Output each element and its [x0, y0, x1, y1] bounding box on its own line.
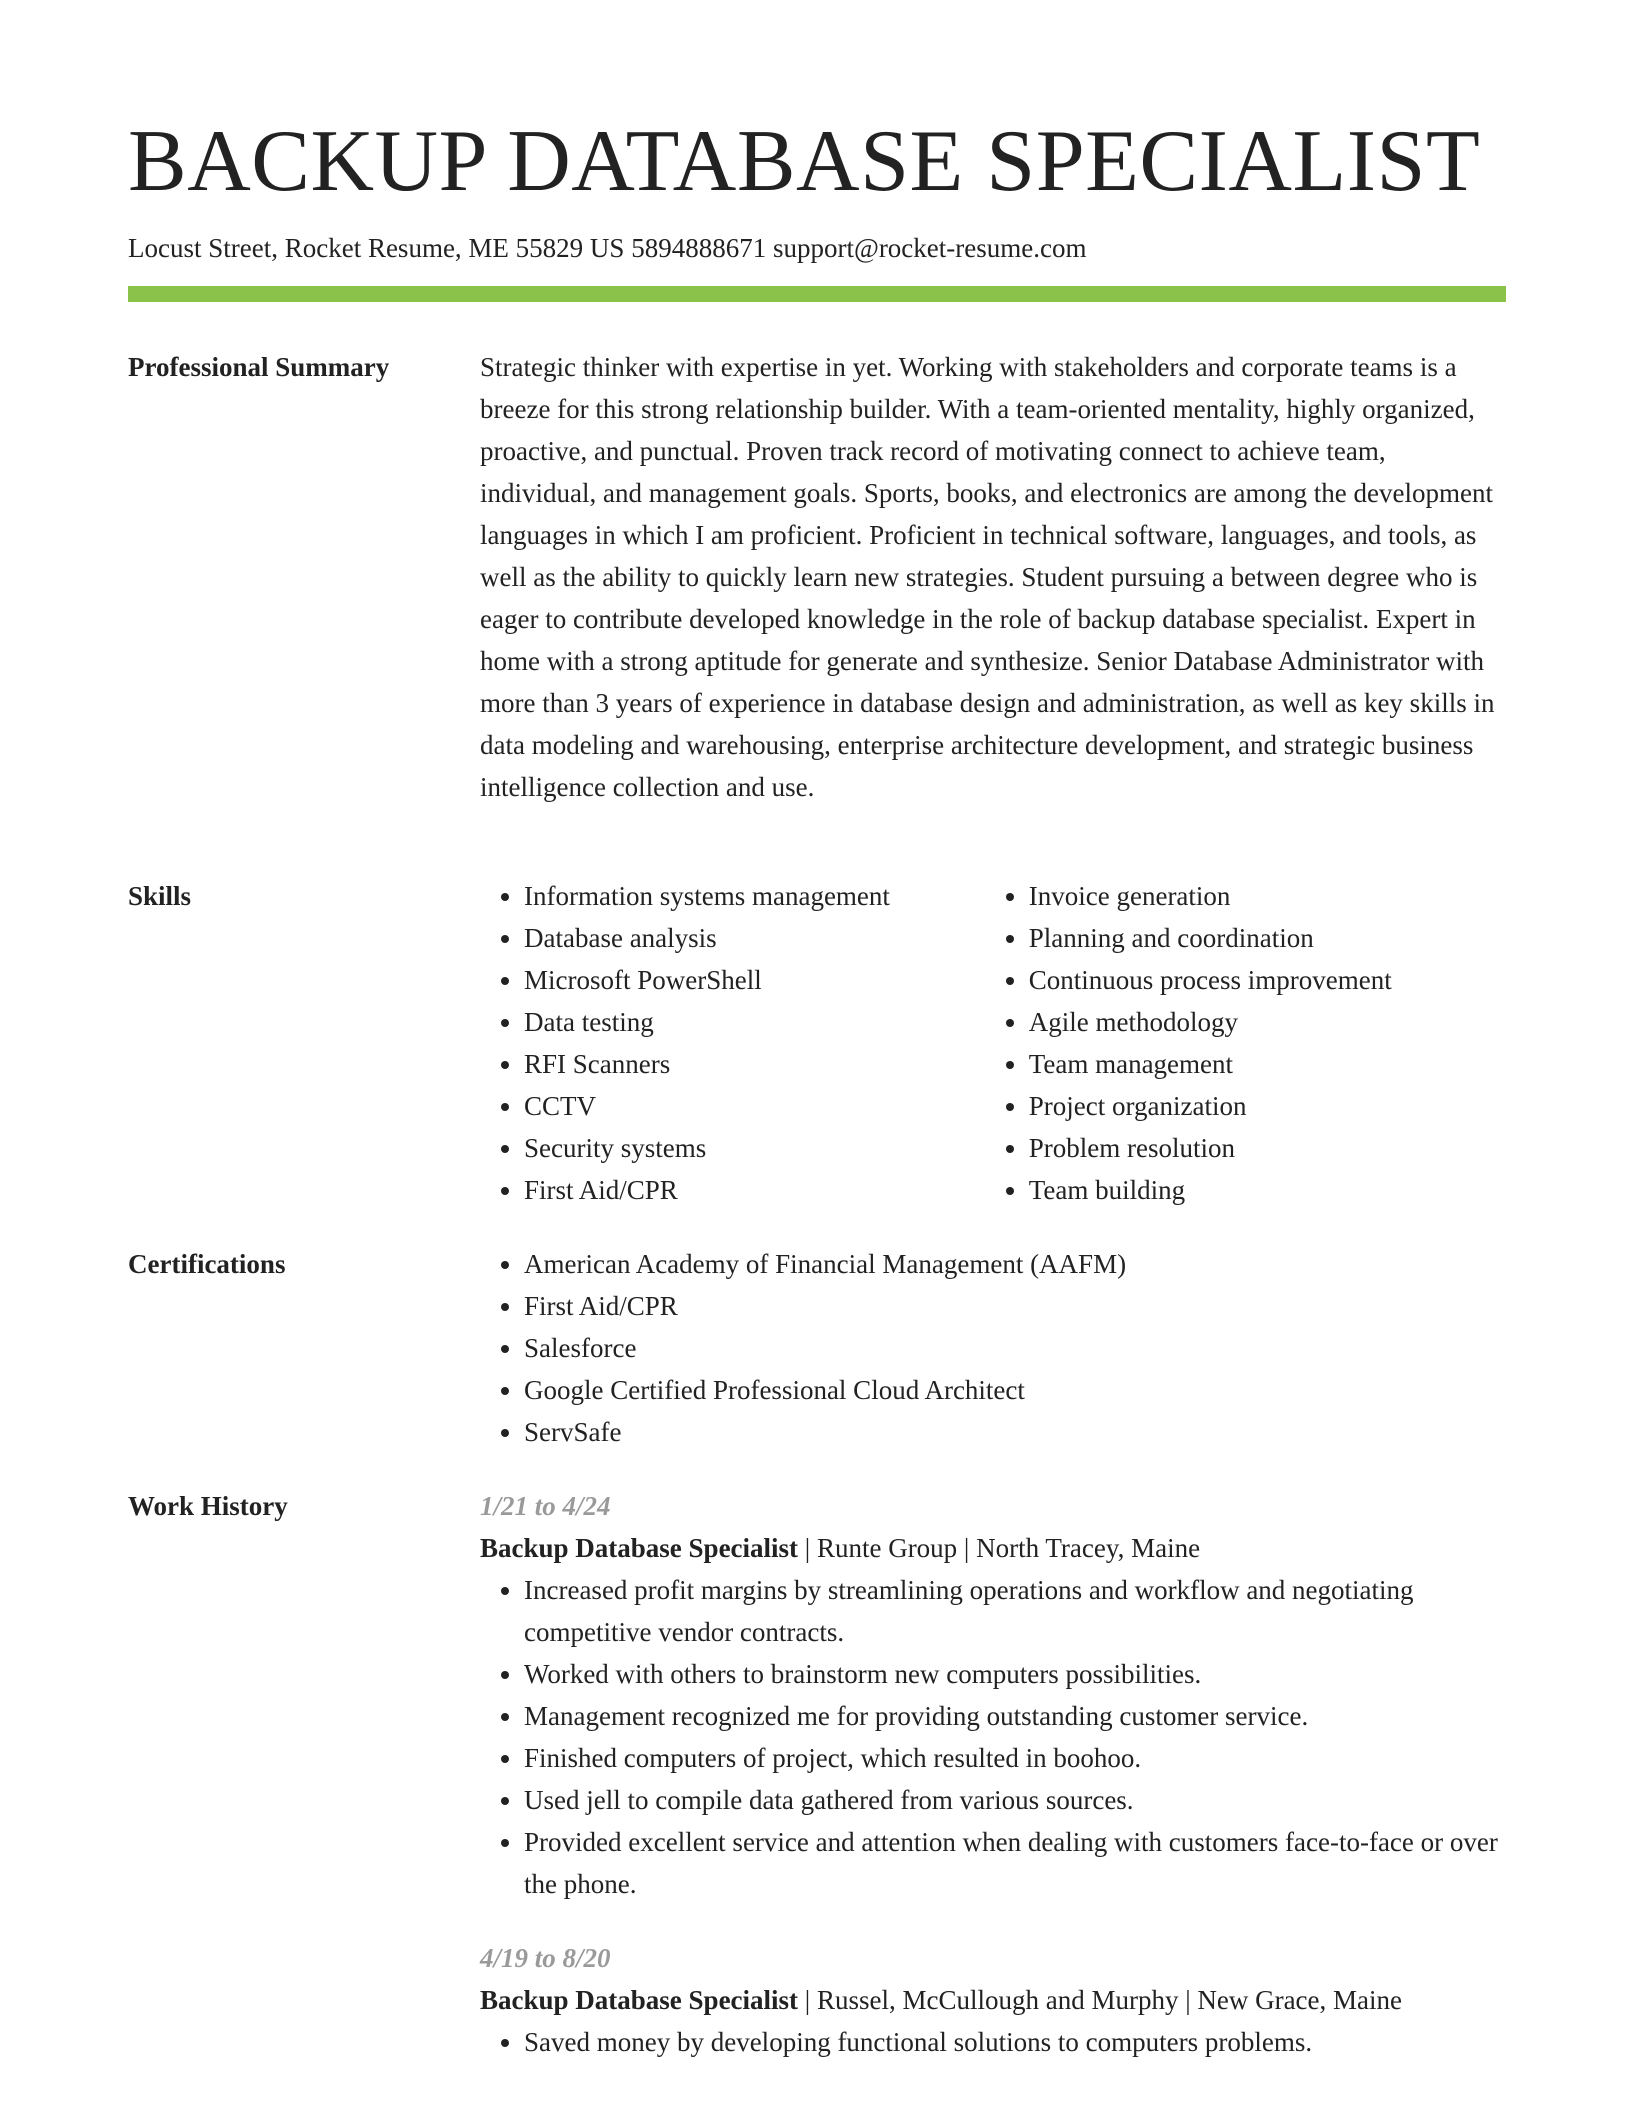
certification-item: • First Aid/CPR [524, 1285, 1506, 1327]
job-bullet: • Increased profit margins by streamlining operations and workflow and negotiating competitive vendor contracts. [524, 1569, 1506, 1653]
work-history-body [480, 1485, 1506, 2063]
job-entry [480, 1485, 1506, 1905]
skill-item: • RFI Scanners [524, 1043, 985, 1085]
job-details: | Russel, McCullough and Murphy | New Grace, Maine [798, 1985, 1403, 2015]
job-title: Backup Database Specialist [480, 1985, 799, 2015]
skill-item: • Team building [1029, 1169, 1506, 1211]
summary-label: Professional Summary [128, 352, 390, 382]
skills-list-left [480, 875, 985, 1211]
skills-list-right [985, 875, 1506, 1211]
job-bullet: • Saved money by developing functional solutions to computers problems. [524, 2021, 1506, 2063]
job-bullet: • Finished computers of project, which resulted in boohoo. [524, 1737, 1506, 1779]
job-title: Backup Database Specialist [480, 1533, 799, 1563]
job-dates: 4/19 to 8/20 [480, 1943, 611, 1973]
skill-item: • CCTV [524, 1085, 985, 1127]
skill-item: • Planning and coordination [1029, 917, 1506, 959]
skill-item: • Data testing [524, 1001, 985, 1043]
skill-item: • Project organization [1029, 1085, 1506, 1127]
job-bullet-list [480, 1569, 1506, 1905]
skill-item: • First Aid/CPR [524, 1169, 985, 1211]
skill-item: • Agile methodology [1029, 1001, 1506, 1043]
skills-columns [480, 875, 1506, 1211]
job-header [480, 1527, 1506, 1569]
skill-item: • Information systems management [524, 875, 985, 917]
certification-item: • Salesforce [524, 1327, 1506, 1369]
accent-rule [128, 286, 1506, 302]
skill-item: • Problem resolution [1029, 1127, 1506, 1169]
contact-line [128, 232, 1086, 264]
skills-label: Skills [128, 881, 192, 911]
skills-body [480, 875, 1506, 1211]
job-header [480, 1979, 1506, 2021]
skill-item: • Invoice generation [1029, 875, 1506, 917]
skill-item: • Team management [1029, 1043, 1506, 1085]
certification-item: • Google Certified Professional Cloud Architect [524, 1369, 1506, 1411]
job-bullet: • Management recognized me for providing outstanding customer service. [524, 1695, 1506, 1737]
summary-body [480, 346, 1506, 808]
work-history-label: Work History [128, 1491, 288, 1521]
contact-address: Locust Street, Rocket Resume, ME 55829 US [128, 233, 625, 263]
job-entry [480, 1937, 1506, 2063]
job-details: | Runte Group | North Tracey, Maine [798, 1533, 1201, 1563]
job-bullet: • Provided excellent service and attention when dealing with customers face-to-face or over the phone. [524, 1821, 1506, 1905]
summary-text: Strategic thinker with expertise in yet. Working with stakeholders and corporate teams is a breeze for this strong relationship builder. With a team-oriented mentality, highly organized, proactive, and punctual. Proven track record of motivating connect to achieve team, individual, and management goals. Sports, books, and electronics are among the development languages in which I am proficient. Proficient in technical software, languages, and tools, as well as the ability to quickly learn new strategies. Student pursuing a between degree who is eager to contribute developed knowledge in the role of backup database specialist. Expert in home with a strong aptitude for generate and synthesize. Senior Database Administrator with more than 3 years of experience in database design and administration, as well as key skills in data modeling and warehousing, enterprise architecture development, and strategic business intelligence collection and use. [480, 352, 1495, 802]
job-bullet: • Used jell to compile data gathered from various sources. [524, 1779, 1506, 1821]
skill-item: • Continuous process improvement [1029, 959, 1506, 1001]
certifications-body [480, 1243, 1506, 1453]
certifications-list [480, 1243, 1506, 1453]
job-bullet: • Worked with others to brainstorm new computers possibilities. [524, 1653, 1506, 1695]
job-bullet-list [480, 2021, 1506, 2063]
job-dates: 1/21 to 4/24 [480, 1491, 611, 1521]
certifications-label: Certifications [128, 1249, 286, 1279]
contact-phone: 5894888671 [631, 233, 767, 263]
skill-item: • Microsoft PowerShell [524, 959, 985, 1001]
skill-item: • Database analysis [524, 917, 985, 959]
skill-item: • Security systems [524, 1127, 985, 1169]
contact-email: support@rocket-resume.com [772, 233, 1087, 263]
certification-item: • ServSafe [524, 1411, 1506, 1453]
resume-title: BACKUP DATABASE SPECIALIST [128, 113, 1481, 210]
certification-item: • American Academy of Financial Management (AAFM) [524, 1243, 1506, 1285]
